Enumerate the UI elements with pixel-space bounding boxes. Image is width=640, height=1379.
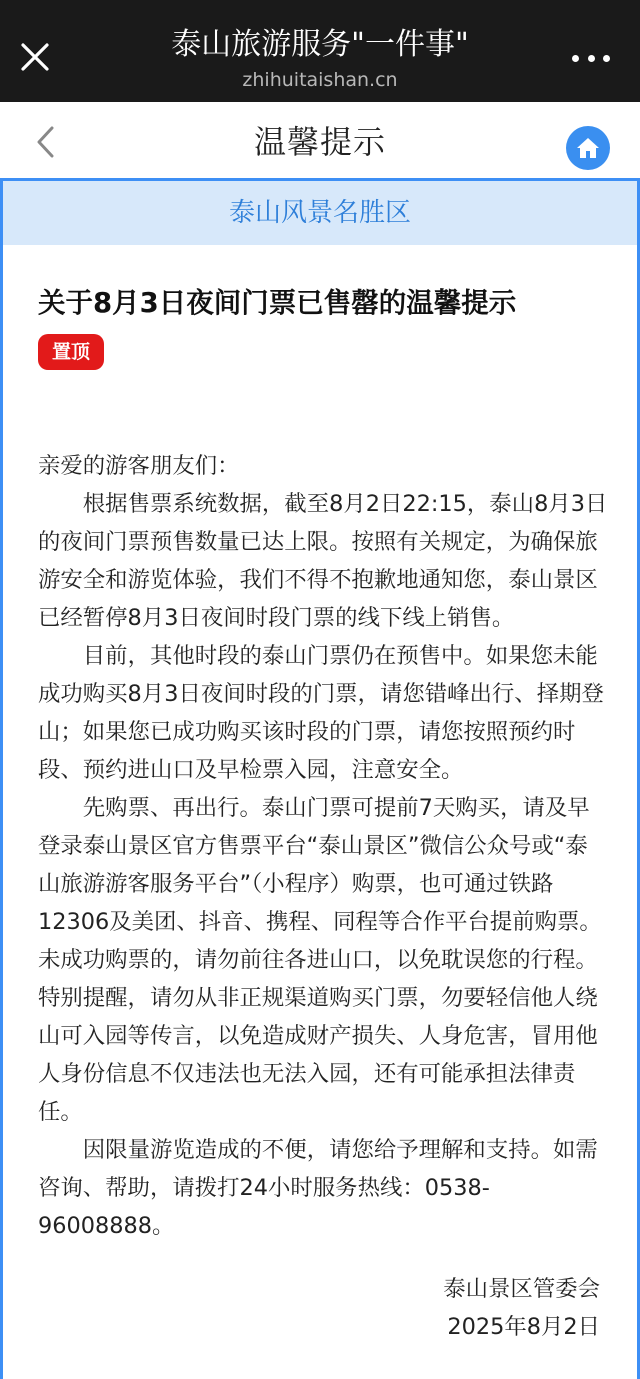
section-header-label: 泰山风景名胜区 bbox=[228, 198, 411, 228]
paragraph: 先购票、再出行。泰山门票可提前7天购买，请及早登录泰山景区官方售票平台“泰山景区”微信公众号或“泰山旅游游客服务平台”（小程序）购票，也可通过铁路12306及美团、抖音、携程、同程等合作平台提前购票。未成功购票的，请勿前往各进山口，以免耽误您的行程。特别提醒，请勿从非正规渠道购买门票，勿要轻信他人绕山可入园等传言，以免造成财产损失、人身危害，冒用他人身份信息不仅违法也无法入园，还有可能承担法律责任。 bbox=[38, 795, 602, 1125]
more-dot bbox=[588, 55, 595, 62]
window-title: 泰山旅游服务"一件事" bbox=[171, 27, 469, 62]
signature: 泰山景区管委会 bbox=[443, 1276, 600, 1302]
page-title: 温馨提示 bbox=[253, 123, 386, 161]
publish-date: 2025年8月2日 bbox=[447, 1314, 600, 1340]
article-title: 关于8月3日夜间门票已售罄的温馨提示 bbox=[38, 287, 517, 319]
page-nav-bar bbox=[0, 102, 640, 178]
more-icon[interactable] bbox=[572, 50, 610, 66]
chevron-left-icon[interactable] bbox=[30, 124, 60, 160]
paragraph: 根据售票系统数据，截至8月2日22:15，泰山8月3日的夜间门票预售数量已达上限。按照有关规定，为确保旅游安全和游览体验，我们不得不抱歉地通知您，泰山景区已经暂停8月3日夜间时段门票的线下线上销售。 bbox=[38, 491, 608, 631]
page-url: zhihuitaishan.cn bbox=[242, 69, 398, 91]
pinned-badge: 置顶 bbox=[38, 334, 104, 370]
browser-top-bar bbox=[0, 0, 640, 102]
greeting: 亲爱的游客朋友们： bbox=[38, 453, 240, 479]
article-body bbox=[38, 447, 608, 1245]
paragraph: 目前，其他时段的泰山门票仍在预售中。如果您未能成功购买8月3日夜间时段的门票，请您错峰出行、择期登山；如果您已成功购买该时段的门票，请您按照预约时段、预约进山口及早检票入园，注意安全。 bbox=[38, 643, 604, 783]
paragraph: 因限量游览造成的不便，请您给予理解和支持。如需咨询、帮助，请拨打24小时服务热线：0538-96008888。 bbox=[38, 1137, 598, 1239]
home-icon[interactable] bbox=[566, 126, 610, 170]
close-icon[interactable] bbox=[18, 40, 52, 74]
more-dot bbox=[572, 55, 579, 62]
more-dot bbox=[603, 55, 610, 62]
